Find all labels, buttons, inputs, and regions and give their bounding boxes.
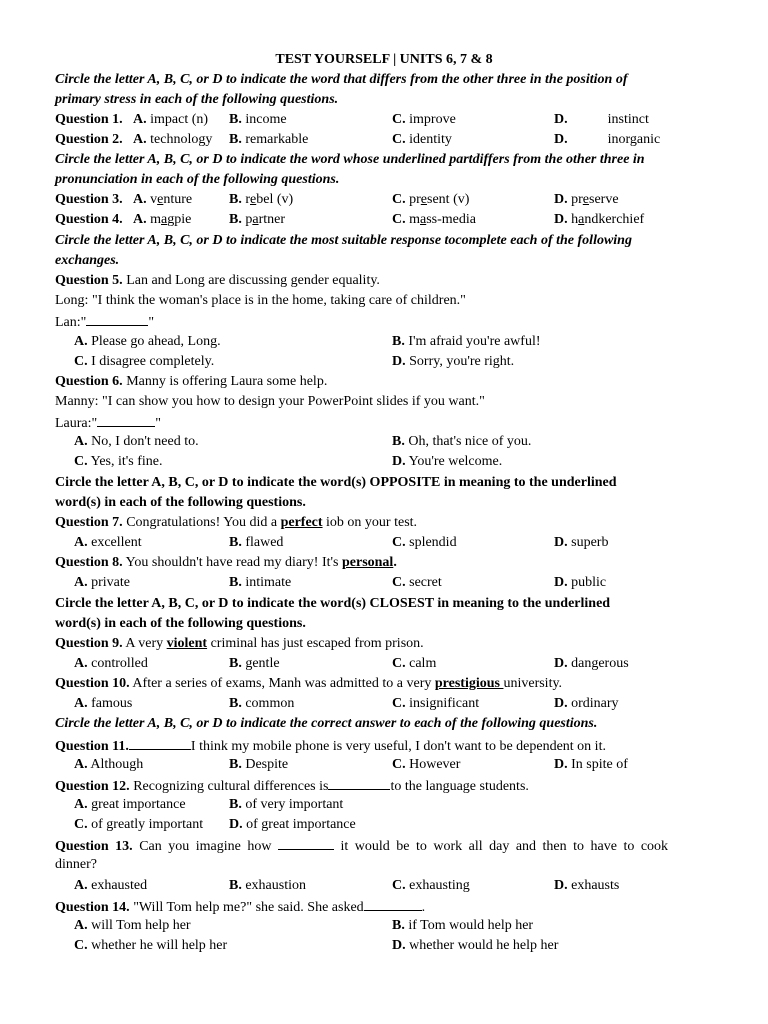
question-label: Question 3. [55, 192, 123, 207]
question-8: Question 8. You shouldn't have read my diary! It's personal. [55, 555, 397, 570]
question-1 [55, 110, 123, 130]
instruction-stress-cont: primary stress in each of the following questions. [55, 92, 339, 107]
answer-blank [328, 775, 390, 790]
answer-blank [86, 311, 148, 326]
q5-answer-line: Lan:" " [55, 311, 154, 331]
question-label: Question 1. [55, 112, 123, 127]
q3-option-a[interactable]: A. venture [133, 192, 193, 207]
q12-option-a[interactable]: A. great importance [74, 797, 186, 812]
question-5: Question 5. Lan and Long are discussing gender equality. [55, 273, 380, 288]
q1-option-b[interactable]: B. income [229, 112, 287, 127]
q1-option-d[interactable]: D. instinct [554, 112, 649, 127]
q11-option-c[interactable]: C. However [392, 757, 461, 772]
q4-option-c[interactable]: C. mass-media [392, 212, 476, 227]
q4-option-a[interactable]: A. magpie [133, 212, 192, 227]
q10-option-d[interactable]: D. ordinary [554, 696, 619, 711]
instruction-opposite: Circle the letter A, B, C, or D to indicate the word(s) OPPOSITE in meaning to the underlined [55, 475, 617, 490]
q12-option-b[interactable]: B. of very important [229, 797, 344, 812]
q1-option-a[interactable]: A. impact (n) [133, 112, 209, 127]
question-label: Question 14. [55, 900, 130, 915]
q8-option-c[interactable]: C. secret [392, 575, 442, 590]
question-label: Question 2. [55, 132, 123, 147]
instruction-opposite-cont: word(s) in each of the following questions. [55, 495, 306, 510]
q6-dialogue-line: Manny: "I can show you how to design your PowerPoint slides if you want." [55, 394, 485, 409]
q7-option-d[interactable]: D. superb [554, 535, 609, 550]
question-6: Question 6. Manny is offering Laura some help. [55, 374, 328, 389]
instruction-pronunciation-cont: pronunciation in each of the following questions. [55, 172, 340, 187]
q14-option-a[interactable]: A. will Tom help her [74, 918, 191, 933]
q7-option-b[interactable]: B. flawed [229, 535, 284, 550]
instruction-closest-cont: word(s) in each of the following questions. [55, 616, 306, 631]
answer-blank [97, 412, 155, 427]
q8-option-d[interactable]: D. public [554, 575, 607, 590]
question-2 [55, 130, 123, 150]
question-label: Question 13. [55, 839, 133, 854]
q4-option-d[interactable]: D. handkerchief [554, 212, 645, 227]
question-label: Question 7. [55, 515, 123, 530]
q9-option-b[interactable]: B. gentle [229, 656, 280, 671]
q10-option-c[interactable]: C. insignificant [392, 696, 480, 711]
q3-option-c[interactable]: C. present (v) [392, 192, 470, 207]
q5-dialogue-line: Long: "I think the woman's place is in the home, taking care of children." [55, 293, 466, 308]
q10-option-b[interactable]: B. common [229, 696, 295, 711]
instruction-closest: Circle the letter A, B, C, or D to indicate the word(s) CLOSEST in meaning to the underlined [55, 596, 611, 611]
q3-option-d[interactable]: D. preserve [554, 192, 619, 207]
q13-option-b[interactable]: B. exhaustion [229, 878, 306, 893]
q11-option-d[interactable]: D. In spite of [554, 757, 628, 772]
question-label: Question 12. [55, 779, 130, 794]
question-label: Question 6. [55, 374, 123, 389]
q14-option-d[interactable]: D. whether would he help her [392, 938, 559, 953]
q13-continuation: dinner? [55, 857, 97, 872]
q6-option-d[interactable]: D. You're welcome. [392, 454, 503, 469]
q2-option-a[interactable]: A. technology [133, 132, 213, 147]
q11-option-a[interactable]: A. Although [74, 757, 144, 772]
q6-answer-line: Laura:" " [55, 412, 161, 432]
q7-option-a[interactable]: A. excellent [74, 535, 142, 550]
q9-option-a[interactable]: A. controlled [74, 656, 148, 671]
q1-option-c[interactable]: C. improve [392, 112, 456, 127]
q13-option-c[interactable]: C. exhausting [392, 878, 470, 893]
question-label: Question 5. [55, 273, 123, 288]
q10-option-a[interactable]: A. famous [74, 696, 133, 711]
q12-option-d[interactable]: D. of great importance [229, 817, 356, 832]
q5-option-b[interactable]: B. I'm afraid you're awful! [392, 334, 541, 349]
q8-option-a[interactable]: A. private [74, 575, 130, 590]
q2-option-d[interactable]: D. inorganic [554, 132, 661, 147]
q13-option-a[interactable]: A. exhausted [74, 878, 148, 893]
q11-option-b[interactable]: B. Despite [229, 757, 289, 772]
question-9: Question 9. A very violent criminal has just escaped from prison. [55, 636, 424, 651]
question-13: Question 13. Can you imagine how it would be to work all day and then to have to cook [55, 835, 668, 855]
instruction-correct: Circle the letter A, B, C, or D to indicate the correct answer to each of the following questions. [55, 716, 598, 731]
q14-option-b[interactable]: B. if Tom would help her [392, 918, 534, 933]
instruction-pronunciation: Circle the letter A, B, C, or D to indicate the word whose underlined partdiffers from the other three in [55, 152, 645, 167]
q6-option-a[interactable]: A. No, I don't need to. [74, 434, 199, 449]
q5-option-d[interactable]: D. Sorry, you're right. [392, 354, 515, 369]
q9-option-c[interactable]: C. calm [392, 656, 437, 671]
answer-blank [129, 735, 191, 750]
q4-option-b[interactable]: B. partner [229, 212, 285, 227]
question-7: Question 7. Congratulations! You did a perfect iob on your test. [55, 515, 418, 530]
q2-option-c[interactable]: C. identity [392, 132, 452, 147]
answer-blank [278, 835, 334, 850]
q5-option-a[interactable]: A. Please go ahead, Long. [74, 334, 221, 349]
q9-option-d[interactable]: D. dangerous [554, 656, 629, 671]
instruction-response-cont: exchanges. [55, 253, 120, 268]
question-3 [55, 190, 123, 210]
q6-option-b[interactable]: B. Oh, that's nice of you. [392, 434, 532, 449]
question-label: Question 8. [55, 555, 123, 570]
q7-option-c[interactable]: C. splendid [392, 535, 457, 550]
q6-option-c[interactable]: C. Yes, it's fine. [74, 454, 163, 469]
question-11: Question 11. I think my mobile phone is very useful, I don't want to be dependent on it. [55, 735, 606, 755]
question-label: Question 9. [55, 636, 123, 651]
question-label: Question 10. [55, 676, 130, 691]
question-4 [55, 210, 123, 230]
question-12: Question 12. Recognizing cultural differences is to the language students. [55, 775, 529, 795]
q5-option-c[interactable]: C. I disagree completely. [74, 354, 215, 369]
question-14: Question 14. "Will Tom help me?" she said. She asked . [55, 896, 425, 916]
answer-blank [364, 896, 422, 911]
q13-option-d[interactable]: D. exhausts [554, 878, 620, 893]
q14-option-c[interactable]: C. whether he will help her [74, 938, 228, 953]
instruction-response: Circle the letter A, B, C, or D to indicate the most suitable response tocomplete each of the following [55, 233, 632, 248]
page-title: TEST YOURSELF | UNITS 6, 7 & 8 [275, 52, 493, 67]
question-10: Question 10. After a series of exams, Manh was admitted to a very prestigious university. [55, 676, 563, 691]
q2-option-b[interactable]: B. remarkable [229, 132, 309, 147]
q8-option-b[interactable]: B. intimate [229, 575, 292, 590]
instruction-stress: Circle the letter A, B, C, or D to indicate the word that differs from the other three in the position of [55, 72, 628, 87]
q3-option-b[interactable]: B. rebel (v) [229, 192, 294, 207]
question-label: Question 4. [55, 212, 123, 227]
question-label: Question 11. [55, 739, 129, 754]
q12-option-c[interactable]: C. of greatly important [74, 817, 204, 832]
